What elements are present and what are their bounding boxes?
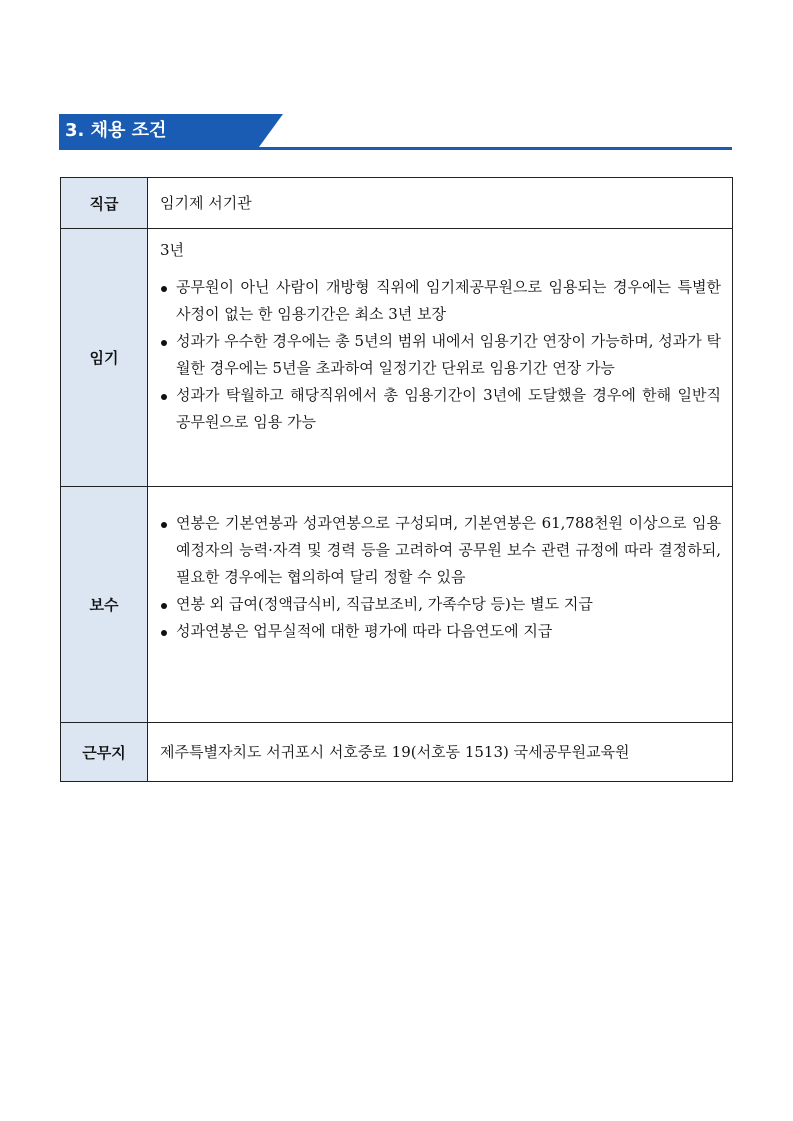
section-tab-slant <box>259 114 283 147</box>
term-content <box>148 229 733 487</box>
table-row-grade <box>61 178 733 229</box>
conditions-table <box>60 177 733 782</box>
pay-content <box>148 487 733 723</box>
term-summary: 3년 <box>160 241 185 259</box>
term-label: 임기 <box>61 229 148 487</box>
workplace-value: 제주특별자치도 서귀포시 서호중로 19(서호동 1513) 국세공무원교육원 <box>148 723 733 782</box>
list-item: 공무원이 아닌 사람이 개방형 직위에 임기제공무원으로 임용되는 경우에는 특별한 사정이 없는 한 임용기간은 최소 3년 보장 <box>160 274 721 328</box>
pay-label: 보수 <box>61 487 148 723</box>
table-row-pay <box>61 487 733 723</box>
pay-bullet-list <box>160 510 721 645</box>
list-item: 성과가 탁월하고 해당직위에서 총 임용기간이 3년에 도달했을 경우에 한해 일반직 공무원으로 임용 가능 <box>160 382 721 436</box>
section-rule <box>59 147 732 150</box>
list-item: 성과연봉은 업무실적에 대한 평가에 따라 다음연도에 지급 <box>160 618 721 645</box>
table-row-term <box>61 229 733 487</box>
term-bullet-list <box>160 274 721 436</box>
grade-label: 직급 <box>61 178 148 229</box>
grade-value: 임기제 서기관 <box>148 178 733 229</box>
section-header <box>59 114 732 152</box>
workplace-label: 근무지 <box>61 723 148 782</box>
list-item: 연봉은 기본연봉과 성과연봉으로 구성되며, 기본연봉은 61,788천원 이상으로 임용예정자의 능력·자격 및 경력 등을 고려하여 공무원 보수 관련 규정에 따라 결정하되, 필요한 경우에는 협의하여 달리 정할 수 있음 <box>160 510 721 591</box>
table-row-workplace <box>61 723 733 782</box>
list-item: 연봉 외 급여(정액급식비, 직급보조비, 가족수당 등)는 별도 지급 <box>160 591 721 618</box>
section-title: 3. 채용 조건 <box>59 114 259 147</box>
list-item: 성과가 우수한 경우에는 총 5년의 범위 내에서 임용기간 연장이 가능하며, 성과가 탁월한 경우에는 5년을 초과하여 일정기간 단위로 임용기간 연장 가능 <box>160 328 721 382</box>
